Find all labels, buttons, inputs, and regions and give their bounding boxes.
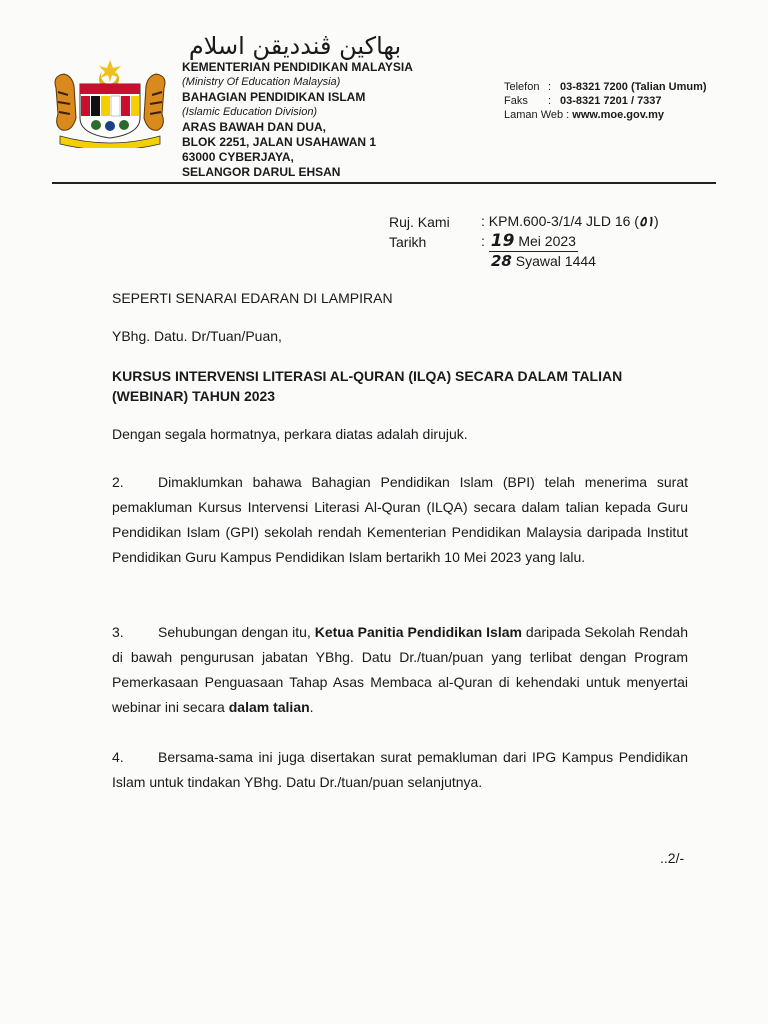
telefon-value: 03-8321 7200 (Talian Umum)	[560, 81, 707, 93]
paragraph-3-text-c: .	[309, 699, 314, 715]
telefon-label: Telefon	[504, 81, 540, 93]
paragraph-4	[112, 745, 688, 795]
contact-info: Telefon : 03-8321 7200 (Talian Umum) Faks : 03-8321 7201 / 7337 Laman Web : www.moe.gov.my	[504, 81, 707, 121]
tarikh-colon: :	[481, 233, 485, 249]
ruj-label: Ruj. Kami	[389, 213, 450, 230]
paragraph-3-number: 3.	[112, 624, 124, 640]
hijri-day-handwritten: 28	[491, 252, 512, 270]
paragraph-3-text-a: Sehubungan dengan itu,	[158, 624, 315, 640]
address-line-1: ARAS BAWAH DAN DUA,	[182, 120, 326, 134]
jawi-title: بهاكين ڤندديقن اسلام	[188, 32, 402, 60]
division-name: BAHAGIAN PENDIDIKAN ISLAM	[182, 90, 366, 104]
paragraph-3-bold-2: dalam talian	[228, 699, 310, 715]
division-name-en: (Islamic Education Division)	[182, 106, 318, 118]
reference-block	[389, 212, 659, 271]
ruj-handwritten: ٥١	[638, 214, 655, 230]
address-line-2: BLOK 2251, JALAN USAHAWAN 1	[182, 135, 377, 149]
paragraph-3	[112, 620, 688, 720]
web-link[interactable]: www.moe.gov.my	[572, 109, 664, 121]
ministry-name-en: (Ministry Of Education Malaysia)	[182, 76, 341, 88]
faks-value: 03-8321 7201 / 7337	[560, 95, 662, 107]
coat-of-arms-logo	[50, 58, 170, 148]
paragraph-2-text: Dimaklumkan bahawa Bahagian Pendidikan Islam (BPI) telah menerima surat pemakluman Kursus Intervensi Literasi Al-Quran (ILQA) secara dalam talian kepada Guru Pendidikan Islam (GPI) sekolah rendah Kementerian Pendidikan Malaysia daripada Institut Pendidikan Guru Kampus Pendidikan Islam bertarikh 10 Mei 2023 yang lalu.	[112, 474, 688, 565]
salutation: YBhg. Datu. Dr/Tuan/Puan,	[112, 328, 282, 344]
ministry-name: KEMENTERIAN PENDIDIKAN MALAYSIA	[182, 60, 413, 74]
tarikh-label: Tarikh	[389, 233, 427, 250]
header-divider	[52, 182, 716, 184]
web-label: Laman Web	[504, 109, 564, 121]
tarikh-month: Mei 2023	[518, 233, 576, 249]
address-line-4: SELANGOR DARUL EHSAN	[182, 165, 341, 179]
paragraph-2	[112, 470, 688, 570]
ruj-value: : KPM.600-3/1/4 JLD 16 (	[481, 213, 639, 229]
recipient: SEPERTI SENARAI EDARAN DI LAMPIRAN	[112, 290, 393, 306]
subject-line-2: (WEBINAR) TAHUN 2023	[112, 388, 276, 404]
next-page-marker: ..2/-	[660, 850, 685, 866]
paragraph-4-number: 4.	[112, 749, 124, 765]
paragraph-2-number: 2.	[112, 474, 124, 490]
address-line-3: 63000 CYBERJAYA,	[182, 150, 294, 164]
opening-line: Dengan segala hormatnya, perkara diatas adalah dirujuk.	[112, 426, 468, 442]
subject-heading	[112, 366, 688, 406]
hijri-date: Syawal 1444	[515, 253, 596, 269]
faks-label: Faks	[504, 95, 528, 107]
letterhead-address	[182, 60, 413, 180]
paragraph-3-bold-1: Ketua Panitia Pendidikan Islam	[314, 624, 522, 640]
tarikh-day-handwritten: 19	[490, 231, 515, 251]
subject-line-1: KURSUS INTERVENSI LITERASI AL-QURAN (ILQA) SECARA DALAM TALIAN	[112, 368, 623, 384]
ruj-close: )	[654, 213, 659, 229]
paragraph-3-text-b: daripada Sekolah Rendah di bawah pengurusan jabatan YBhg. Datu Dr./tuan/puan yang terlibat dengan Program Pemerkasaan Penguasaan Tahap Asas Membaca al-Quran di kehendaki untuk menyertai webinar ini secara	[112, 624, 689, 715]
paragraph-4-text: Bersama-sama ini juga disertakan surat pemakluman dari IPG Kampus Pendidikan Islam untuk tindakan YBhg. Datu Dr./tuan/puan selanjutnya.	[112, 749, 688, 790]
